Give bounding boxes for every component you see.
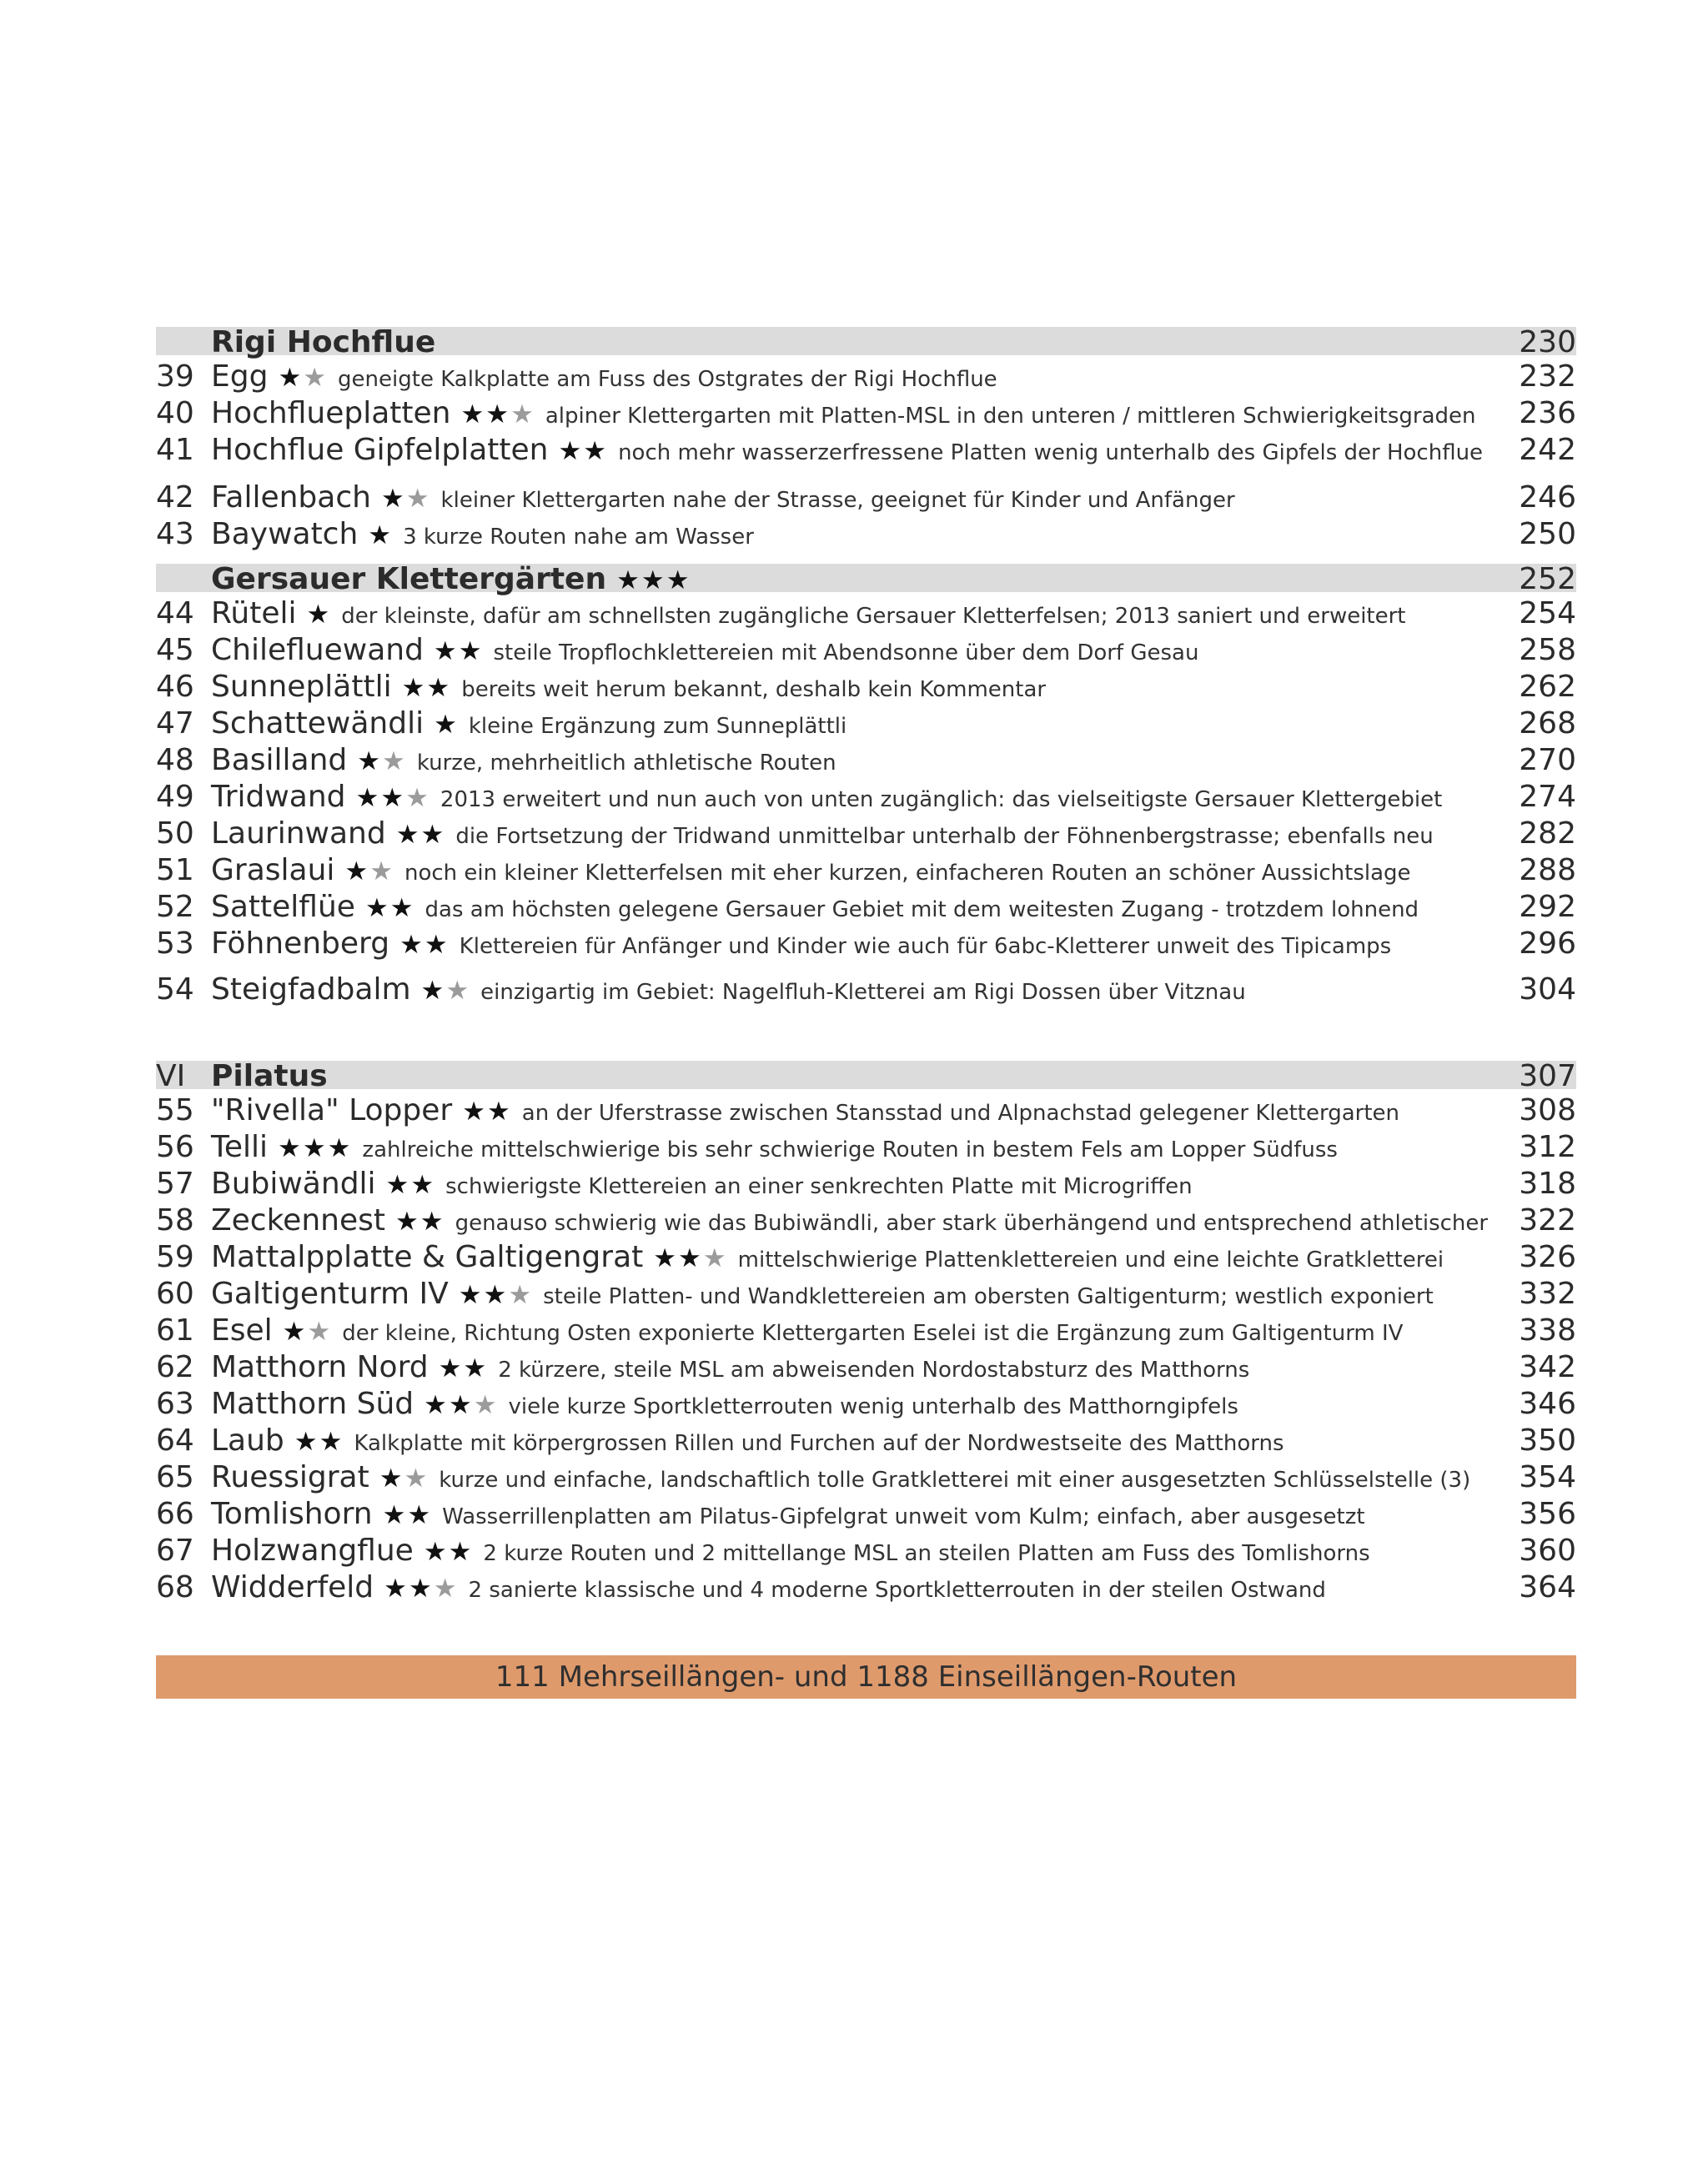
page-number: 360 (1519, 1534, 1576, 1568)
star-icon: ★ (462, 1097, 487, 1127)
entry-number: 46 (156, 670, 194, 704)
star-rating (383, 1497, 433, 1534)
star-rating (424, 1534, 474, 1570)
star-icon: ★ (424, 930, 450, 960)
page-number: 356 (1519, 1497, 1576, 1531)
entry-number: 55 (156, 1093, 194, 1127)
page-number: 312 (1519, 1130, 1576, 1164)
star-icon: ★ (458, 636, 484, 666)
area-name: Zeckennest (211, 1203, 385, 1238)
star-icon: ★ (702, 1243, 728, 1273)
page-number: 354 (1519, 1460, 1576, 1494)
star-icon: ★ (423, 1537, 449, 1567)
star-icon: ★ (303, 363, 329, 393)
star-icon: ★ (678, 1243, 703, 1273)
entry-number: 63 (156, 1387, 194, 1421)
star-icon: ★ (424, 1390, 449, 1420)
page-number: 230 (1519, 325, 1576, 359)
area-description: 3 kurze Routen nahe am Wasser (403, 525, 754, 550)
toc-entry-row (156, 595, 1576, 632)
star-rating (462, 1093, 512, 1130)
area-name: Ruessigrat (211, 1460, 369, 1494)
page-number: 322 (1519, 1203, 1576, 1238)
toc-entry-row (156, 1203, 1576, 1239)
star-rating (368, 517, 393, 554)
area-description: das am höchsten gelegene Gersauer Gebiet mit dem weitesten Zugang - trotzdem lohnend (424, 897, 1419, 922)
page-number: 270 (1519, 743, 1576, 777)
star-rating (396, 816, 446, 853)
area-name: Holzwangflue (211, 1534, 414, 1568)
page-number: 246 (1519, 480, 1576, 515)
summary-banner: 111 Mehrseillängen- und 1188 Einseillängen-Routen (156, 1655, 1576, 1699)
entry-number: 41 (156, 433, 194, 467)
entry-number: 65 (156, 1460, 194, 1494)
star-icon: ★ (368, 520, 394, 550)
star-icon: ★ (438, 1353, 464, 1383)
page-number: 307 (1519, 1059, 1576, 1093)
star-rating (381, 480, 431, 517)
star-rating (558, 433, 608, 469)
toc-entry-row (156, 1092, 1576, 1129)
star-icon: ★ (445, 976, 471, 1006)
star-icon: ★ (282, 1317, 308, 1347)
star-icon: ★ (307, 1317, 333, 1347)
entry-number: 48 (156, 743, 194, 777)
area-name: Basilland (211, 743, 348, 777)
area-description: zahlreiche mittelschwierige bis sehr schwierige Routen in bestem Fels am Lopper Südfuss (362, 1137, 1338, 1162)
area-description: mittelschwierige Plattenklettereien und eine leichte Gratkletterei (737, 1248, 1444, 1273)
area-description: Klettereien für Anfänger und Kinder wie auch für 6abc-Kletterer unweit des Tipicamps (459, 934, 1392, 959)
area-name: Schattewändli (211, 706, 424, 741)
star-icon: ★ (463, 1353, 489, 1383)
star-icon: ★ (405, 484, 431, 514)
section-title: Rigi Hochflue (211, 325, 436, 359)
star-rating (434, 706, 459, 743)
star-icon: ★ (616, 565, 641, 595)
area-description: genauso schwierig wie das Bubiwändli, aber stark überhängend und entsprechend athletischer (455, 1211, 1489, 1236)
entry-number: 61 (156, 1313, 194, 1348)
star-icon: ★ (483, 1280, 509, 1310)
page-number: 236 (1519, 396, 1576, 430)
entry-number: 58 (156, 1203, 194, 1238)
page-number: 338 (1519, 1313, 1576, 1348)
star-icon: ★ (380, 783, 406, 813)
star-rating (399, 926, 450, 963)
entry-number: 54 (156, 972, 194, 1007)
star-icon: ★ (394, 1207, 420, 1237)
star-rating (384, 1570, 458, 1607)
page-number: 262 (1519, 670, 1576, 704)
toc-entry-row (156, 742, 1576, 779)
area-description: schwierigste Klettereien an einer senkrechten Platte mit Microgriffen (445, 1174, 1193, 1199)
area-description: steile Platten- und Wandklettereien am obersten Galtigenturm; westlich exponiert (543, 1284, 1434, 1309)
page-number: 364 (1519, 1570, 1576, 1604)
area-description: 2 sanierte klassische und 4 moderne Sportkletterrouten in der steilen Ostwand (468, 1578, 1326, 1603)
page-number: 258 (1519, 633, 1576, 667)
entry-number: 50 (156, 816, 194, 851)
star-rating (459, 1277, 533, 1313)
section-header-row (156, 562, 1576, 596)
star-icon: ★ (426, 673, 452, 703)
star-icon: ★ (485, 399, 511, 429)
page-number: 342 (1519, 1350, 1576, 1384)
area-description: der kleinste, dafür am schnellsten zugängliche Gersauer Kletterfelsen; 2013 saniert und erweitert (341, 604, 1406, 629)
page-number: 332 (1519, 1277, 1576, 1311)
entry-number: 64 (156, 1423, 194, 1458)
toc-entry-row (156, 432, 1576, 469)
entry-number: 56 (156, 1130, 194, 1164)
star-rating (278, 359, 328, 396)
star-icon: ★ (294, 1427, 319, 1457)
toc-entry-row (156, 1423, 1576, 1459)
star-icon: ★ (401, 673, 427, 703)
star-rating (434, 633, 484, 670)
section-title: Gersauer Klettergärten (211, 562, 607, 596)
star-rating (356, 780, 430, 816)
page-number: 288 (1519, 853, 1576, 887)
star-icon: ★ (278, 363, 304, 393)
page-number: 308 (1519, 1093, 1576, 1127)
star-icon: ★ (434, 710, 459, 740)
entry-number: 49 (156, 780, 194, 814)
star-icon: ★ (448, 1390, 474, 1420)
star-rating (653, 1240, 727, 1277)
page-number: 296 (1519, 926, 1576, 961)
star-icon: ★ (405, 783, 430, 813)
page-number: 282 (1519, 816, 1576, 851)
star-rating (278, 1130, 352, 1167)
star-icon: ★ (379, 1464, 404, 1494)
entry-number: 44 (156, 596, 194, 630)
entry-number: 40 (156, 396, 194, 430)
entry-number: 66 (156, 1497, 194, 1531)
toc-entry-row (156, 1276, 1576, 1313)
star-icon: ★ (487, 1097, 512, 1127)
entry-number: 68 (156, 1570, 194, 1604)
area-description: an der Uferstrasse zwischen Stansstad und Alpnachstad gelegener Klettergarten (521, 1101, 1399, 1126)
star-rating (365, 890, 415, 926)
entry-number: 47 (156, 706, 194, 741)
entry-number: 59 (156, 1240, 194, 1274)
star-icon: ★ (448, 1537, 474, 1567)
page-number: 346 (1519, 1387, 1576, 1421)
area-name: Mattalpplatte & Galtigengrat (211, 1240, 644, 1274)
area-description: 2 kurze Routen und 2 mittellange MSL an steilen Platten am Fuss des Tomlishorns (483, 1541, 1370, 1566)
area-name: Bubiwändli (211, 1167, 376, 1201)
area-name: Widderfeld (211, 1570, 374, 1604)
star-rating (379, 1460, 430, 1497)
page-number: 326 (1519, 1240, 1576, 1274)
entry-number: 57 (156, 1167, 194, 1201)
star-icon: ★ (399, 930, 424, 960)
star-icon: ★ (407, 1500, 433, 1530)
page-number: 252 (1519, 562, 1576, 596)
page-number: 250 (1519, 517, 1576, 551)
area-name: Baywatch (211, 517, 359, 551)
area-name: Sunneplättli (211, 670, 392, 704)
area-description: kurze, mehrheitlich athletische Routen (416, 751, 836, 776)
star-icon: ★ (473, 1390, 499, 1420)
entry-number: 53 (156, 926, 194, 961)
area-description: alpiner Klettergarten mit Platten-MSL in den unteren / mittleren Schwierigkeitsgraden (545, 404, 1476, 429)
area-description: steile Tropflochklettereien mit Abendsonne über dem Dorf Gesau (493, 640, 1199, 665)
page-number: 232 (1519, 359, 1576, 394)
star-rating (306, 596, 331, 633)
star-icon: ★ (380, 484, 406, 514)
area-description: noch ein kleiner Kletterfelsen mit eher kurzen, einfacheren Routen an schöner Aussichtslage (404, 861, 1411, 886)
toc-entry-row (156, 669, 1576, 705)
area-description: Wasserrillenplatten am Pilatus-Gipfelgrat unweit vom Kulm; einfach, aber ausgesetzt (442, 1504, 1365, 1529)
area-name: Matthorn Nord (211, 1350, 429, 1384)
area-name: Hochflueplatten (211, 396, 451, 430)
area-description: viele kurze Sportkletterrouten wenig unterhalb des Matthorngipfels (508, 1394, 1238, 1419)
star-rating (395, 1203, 445, 1240)
area-name: Tomlishorn (211, 1497, 373, 1531)
entry-number: VI (156, 1059, 186, 1093)
star-icon: ★ (369, 856, 394, 886)
area-description: bereits weit herum bekannt, deshalb kein Kommentar (461, 677, 1047, 702)
area-name: Graslaui (211, 853, 335, 887)
area-name: Rüteli (211, 596, 297, 630)
area-name: Chilefluewand (211, 633, 424, 667)
star-icon: ★ (344, 856, 370, 886)
area-description: kurze und einfache, landschaftlich tolle Gratkletterei mit einer ausgesetzten Schlüsselstelle (3) (439, 1468, 1471, 1493)
star-icon: ★ (319, 1427, 344, 1457)
section-header-row (156, 1059, 1576, 1093)
star-icon: ★ (640, 565, 666, 595)
page-number: 304 (1519, 972, 1576, 1007)
page-number: 318 (1519, 1167, 1576, 1201)
star-icon: ★ (410, 1170, 436, 1200)
star-icon: ★ (408, 1574, 434, 1604)
toc-entry-row (156, 516, 1576, 553)
star-icon: ★ (395, 820, 421, 850)
toc-entry-row (156, 705, 1576, 742)
entry-number: 43 (156, 517, 194, 551)
star-icon: ★ (558, 436, 584, 466)
area-name: Esel (211, 1313, 273, 1348)
star-icon: ★ (510, 399, 535, 429)
toc-entry-row (156, 852, 1576, 889)
toc-entry-row (156, 395, 1576, 432)
star-icon: ★ (364, 893, 390, 923)
page-number: 242 (1519, 433, 1576, 467)
page-number: 292 (1519, 890, 1576, 924)
entry-number: 51 (156, 853, 194, 887)
toc-entry-row (156, 889, 1576, 926)
area-name: "Rivella" Lopper (211, 1093, 453, 1127)
area-name: Tridwand (211, 780, 346, 814)
toc-entry-row (156, 972, 1576, 1008)
area-description: kleiner Klettergarten nahe der Strasse, geeignet für Kinder und Anfänger (440, 488, 1235, 513)
star-icon: ★ (420, 820, 446, 850)
page-number: 254 (1519, 596, 1576, 630)
toc-entry-row (156, 1533, 1576, 1569)
toc-entry-row (156, 1459, 1576, 1496)
toc-entry-row (156, 1569, 1576, 1606)
toc-entry-row (156, 632, 1576, 669)
toc-entry-row (156, 926, 1576, 962)
area-description: kleine Ergänzung zum Sunneplättli (468, 714, 847, 739)
page-number: 268 (1519, 706, 1576, 741)
star-rating (421, 972, 471, 1009)
toc-entry-row (156, 816, 1576, 852)
star-icon: ★ (278, 1133, 303, 1163)
star-icon: ★ (420, 976, 446, 1006)
star-rating (402, 670, 452, 706)
entry-number: 39 (156, 359, 194, 394)
toc-entry-row (156, 359, 1576, 395)
star-icon: ★ (357, 746, 383, 776)
area-name: Sattelflüe (211, 890, 355, 924)
area-name: Hochflue Gipfelplatten (211, 433, 549, 467)
star-rating (357, 743, 407, 780)
area-description: noch mehr wasserzerfressene Platten wenig unterhalb des Gipfels der Hochflue (618, 440, 1484, 465)
toc-entry-row (156, 779, 1576, 816)
toc-entry-row (156, 479, 1576, 516)
area-description: 2013 erweitert und nun auch von unten zugänglich: das vielseitigste Gersauer Klettergebiet (440, 787, 1443, 812)
star-icon: ★ (419, 1207, 445, 1237)
toc-entry-row (156, 1239, 1576, 1276)
section-header-row (156, 325, 1576, 359)
star-icon: ★ (508, 1280, 534, 1310)
toc-entry-row (156, 1313, 1576, 1349)
entry-number: 42 (156, 480, 194, 515)
area-description: einzigartig im Gebiet: Nagelfluh-Kletterei am Rigi Dossen über Vitznau (480, 980, 1246, 1005)
star-icon: ★ (382, 1500, 408, 1530)
star-icon: ★ (327, 1133, 353, 1163)
star-rating (424, 1387, 498, 1423)
area-name: Galtigenturm IV (211, 1277, 449, 1311)
star-icon: ★ (666, 565, 691, 595)
area-name: Egg (211, 359, 269, 394)
area-description: geneigte Kalkplatte am Fuss des Ostgrates der Rigi Hochflue (338, 367, 997, 392)
star-icon: ★ (653, 1243, 679, 1273)
page-number: 350 (1519, 1423, 1576, 1458)
toc-entry-row (156, 1496, 1576, 1533)
area-name: Laurinwand (211, 816, 386, 851)
star-rating (616, 565, 691, 596)
area-name: Steigfadbalm (211, 972, 411, 1007)
toc-entry-row (156, 1166, 1576, 1203)
star-icon: ★ (460, 399, 486, 429)
page-number: 274 (1519, 780, 1576, 814)
star-icon: ★ (382, 746, 407, 776)
star-rating (460, 396, 535, 433)
star-icon: ★ (458, 1280, 484, 1310)
toc-entry-row (156, 1349, 1576, 1386)
area-name: Telli (211, 1130, 269, 1164)
area-name: Föhnenberg (211, 926, 390, 961)
star-icon: ★ (385, 1170, 411, 1200)
star-rating (386, 1167, 436, 1203)
star-icon: ★ (433, 1574, 459, 1604)
entry-number: 60 (156, 1277, 194, 1311)
star-icon: ★ (355, 783, 381, 813)
entry-number: 62 (156, 1350, 194, 1384)
area-description: 2 kürzere, steile MSL am abweisenden Nordostabsturz des Matthorns (498, 1358, 1250, 1383)
area-name: Matthorn Süd (211, 1387, 414, 1421)
area-name: Laub (211, 1423, 284, 1458)
entry-number: 45 (156, 633, 194, 667)
star-icon: ★ (302, 1133, 328, 1163)
area-name: Fallenbach (211, 480, 371, 515)
toc-entry-row (156, 1386, 1576, 1423)
section-title: Pilatus (211, 1059, 328, 1093)
star-rating (294, 1423, 344, 1460)
star-icon: ★ (389, 893, 415, 923)
star-rating (283, 1313, 333, 1350)
area-description: Kalkplatte mit körpergrossen Rillen und Furchen auf der Nordwestseite des Matthorns (354, 1431, 1284, 1456)
star-icon: ★ (583, 436, 609, 466)
star-rating (344, 853, 394, 890)
area-description: der kleine, Richtung Osten exponierte Klettergarten Eselei ist die Ergänzung zum Galtigenturm IV (342, 1321, 1404, 1346)
toc-entry-row (156, 1129, 1576, 1166)
entry-number: 52 (156, 890, 194, 924)
star-icon: ★ (433, 636, 459, 666)
entry-number: 67 (156, 1534, 194, 1568)
area-description: die Fortsetzung der Tridwand unmittelbar unterhalb der Föhnenbergstrasse; ebenfalls neu (455, 824, 1434, 849)
star-icon: ★ (384, 1574, 409, 1604)
star-icon: ★ (306, 600, 332, 630)
star-icon: ★ (404, 1464, 430, 1494)
star-rating (439, 1350, 489, 1387)
